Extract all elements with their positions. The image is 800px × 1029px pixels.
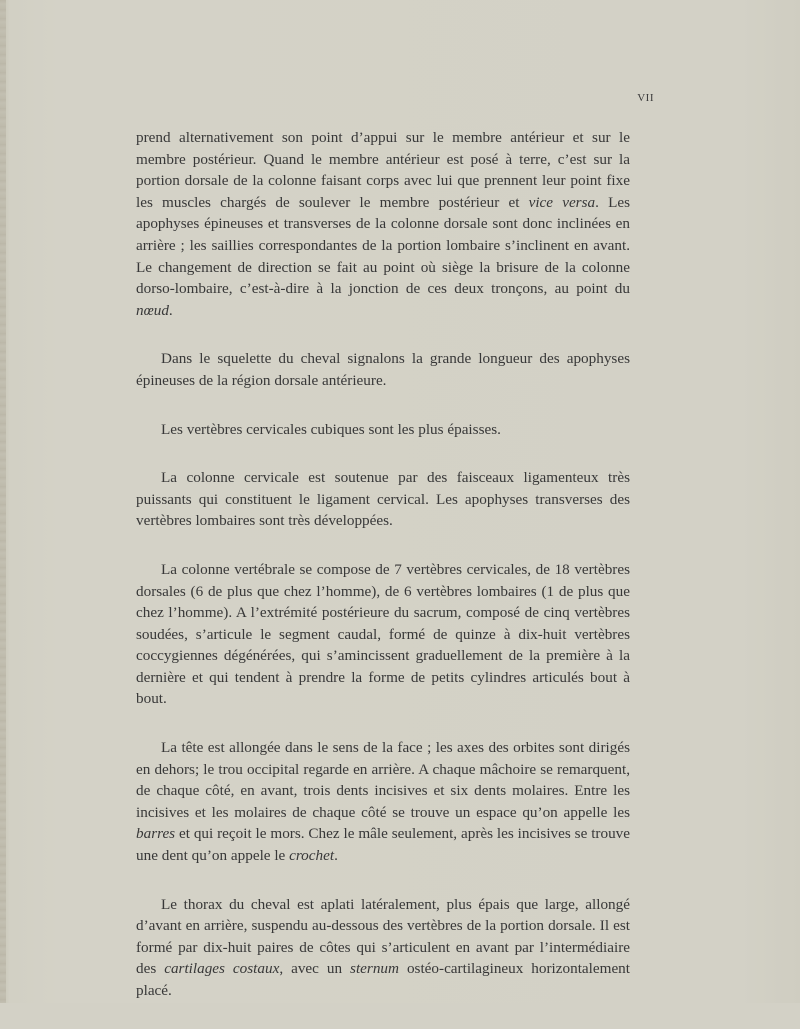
- paragraph-6: [136, 737, 630, 867]
- paragraph-1-text-end: .: [168, 301, 173, 319]
- paragraph-6-italic-barres: barres: [136, 825, 176, 843]
- paragraph-1-text: prend alternativement son point d’appui sur le membre antérieur et sur le membre postérieur. Quand le membre antérieur est posé à terre, c’est sur la portion dorsale de la colonne faisant corps avec lui que prennent leur point fixe les muscles chargés de soulever le membre postérieur et: [136, 129, 630, 211]
- paragraph-6-text: La tête est allongée dans le sens de la face ; les axes des orbites sont dirigés en dehors; le trou occipital regarde en arrière. A chaque mâchoire se remarquent, de chaque côté, en avant, trois dents incisives et six dents molaires. Entre les incisives et les molaires de chaque côté se trouve un espace qu’on appelle les: [136, 739, 630, 821]
- paragraph-4-text: La colonne cervicale est soutenue par des faisceaux ligamenteux très puissants qui constituent le ligament cervical. Les apophyses transverses des vertèbres lombaires sont très développées.: [136, 469, 630, 530]
- paragraph-6-italic-crochet: crochet: [289, 847, 335, 865]
- paragraph-7-text-end: ostéo-cartilagineux horizontalement placé.: [136, 960, 630, 999]
- paragraph-7-italic-sternum: sternum: [350, 960, 399, 978]
- paragraph-5: [136, 559, 630, 710]
- paragraph-4: [136, 467, 630, 532]
- page-number: VII: [637, 92, 654, 104]
- paragraph-7-text-cont: , avec un: [279, 960, 351, 978]
- paragraph-2: [136, 348, 630, 391]
- paragraph-5-text: La colonne vertébrale se compose de 7 vertèbres cervicales, de 18 vertèbres dorsales (6 de plus que chez l’homme), de 6 vertèbres lombaires (1 de plus que chez l’homme). A l’extrémité postérieure du sacrum, composé de cinq vertèbres soudées, s’articule le segment caudal, formé de quinze à dix-huit vertèbres coccygiennes dégénérées, qui s’amincissent graduellement de la première à la dernière et qui tendent à prendre la forme de petits cylindres articulés bout à bout.: [136, 560, 630, 708]
- paragraph-1: [136, 127, 630, 321]
- paragraph-7: [136, 894, 630, 1002]
- paragraph-6-text-cont: et qui reçoit le mors. Chez le mâle seulement, après les incisives se trouve une dent qu’on appele le: [136, 825, 630, 865]
- paragraph-7-italic-cartilages: cartilages costaux: [164, 960, 280, 978]
- paragraph-1-text-cont: . Les apophyses épineuses et transverses de la colonne dorsale sont donc inclinées en arrière ; les saillies correspondantes de la portion lombaire s’inclinent en avant. Le changement de direction se fait au point où siège la brisure de la colonne dorso-lombaire, c’est-à-dire à la jonction de ces deux tronçons, au point du: [136, 193, 630, 298]
- paragraph-3: [136, 419, 630, 441]
- paragraph-3-text: Les vertèbres cervicales cubiques sont les plus épaisses.: [161, 420, 501, 438]
- paragraph-1-italic-vice-versa: vice versa: [528, 193, 596, 211]
- paragraph-2-text: Dans le squelette du cheval signalons la grande longueur des apophyses épineuses de la région dorsale antérieure.: [136, 350, 630, 389]
- body-text: [136, 127, 630, 1029]
- page-binding-edge: [0, 0, 6, 1003]
- paragraph-7-text: Le thorax du cheval est aplati latéralement, plus épais que large, allongé d’avant en arrière, suspendu au-dessous des vertèbres de la portion dorsale. Il est formé par dix-huit paires de côtes qui s’articulent en avant par l’intermédiaire des: [136, 895, 630, 978]
- paragraph-6-text-end: .: [334, 847, 338, 865]
- paragraph-1-italic-noeud: nœud: [136, 301, 169, 319]
